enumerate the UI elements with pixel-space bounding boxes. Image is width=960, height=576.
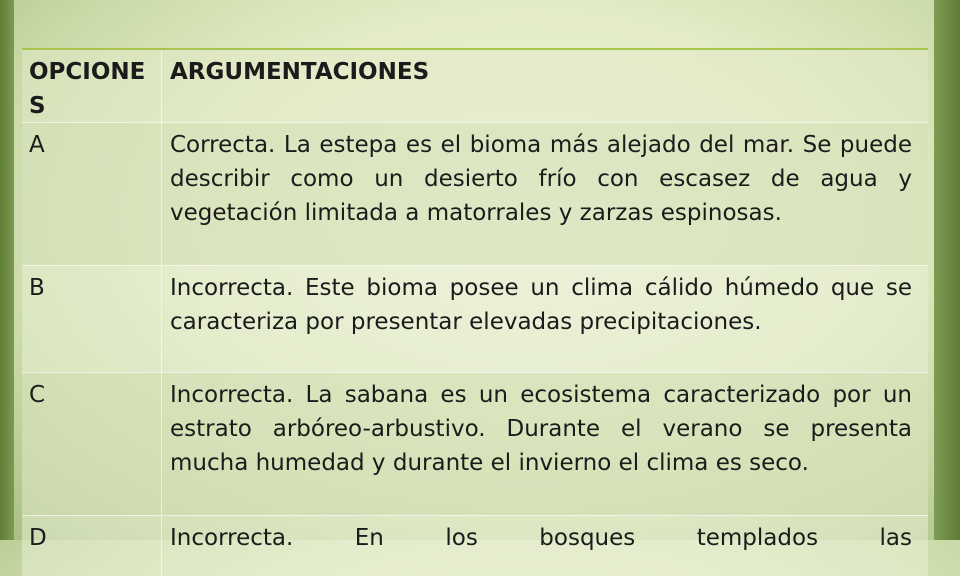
header-option-cell [22, 50, 162, 122]
argument-text-c: Incorrecta. La sabana es un ecosistema caracterizado por un estrato arbóreo-arbustivo. Durante el verano se presenta mucha humedad y durante el invierno el clima es seco. [170, 382, 912, 476]
option-label-c: C [29, 382, 46, 408]
argument-text-a: Correcta. La estepa es el bioma más alejado del mar. Se puede describir como un desierto frío con escasez de agua y vegetación limitada a matorrales y zarzas espinosas. [170, 132, 912, 226]
option-cell-b [22, 266, 162, 372]
table-row-b [22, 265, 928, 372]
argument-cell-a [162, 123, 928, 265]
option-cell-a [22, 123, 162, 265]
option-label-b: B [29, 275, 45, 301]
table-row-d [22, 515, 928, 576]
argument-text-d: Incorrecta. En los bosques templados las [170, 525, 912, 551]
header-option-label: OPCIONES [29, 59, 146, 119]
option-cell-c [22, 373, 162, 515]
table-row-a [22, 122, 928, 265]
left-decorative-bar [0, 0, 14, 540]
argument-text-b: Incorrecta. Este bioma posee un clima cálido húmedo que se caracteriza por presentar elevadas precipitaciones. [170, 275, 912, 335]
option-cell-d [22, 516, 162, 576]
options-table [22, 50, 928, 576]
argument-cell-c [162, 373, 928, 515]
header-argument-cell [162, 50, 928, 122]
argument-cell-d [162, 516, 928, 576]
header-argument-label: ARGUMENTACIONES [170, 59, 430, 85]
option-label-d: D [29, 525, 47, 551]
table-row-c [22, 372, 928, 515]
table-header-row [22, 50, 928, 122]
option-label-a: A [29, 132, 45, 158]
argument-cell-b [162, 266, 928, 372]
right-decorative-bar [934, 0, 960, 540]
